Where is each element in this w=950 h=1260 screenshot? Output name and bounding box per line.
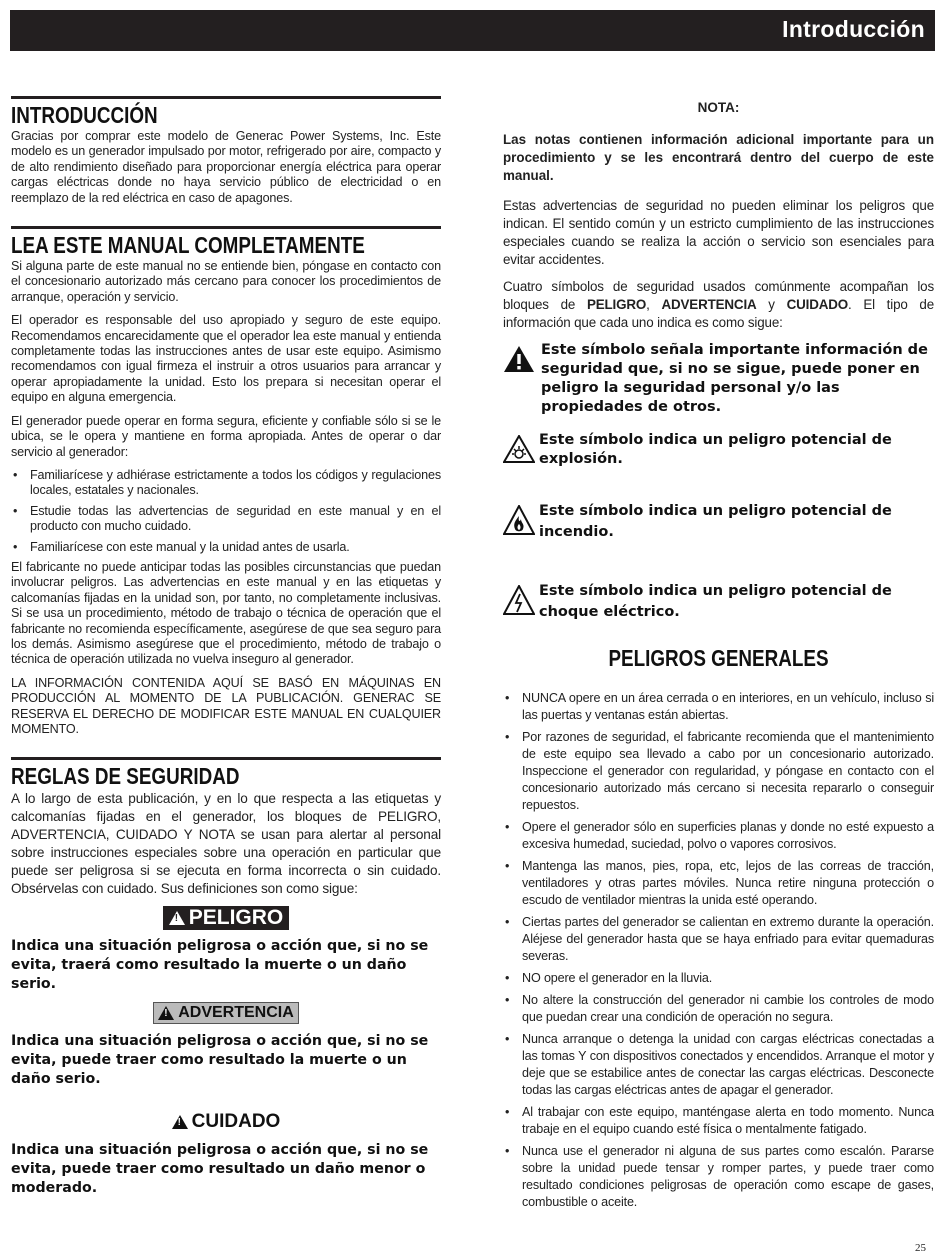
header-bar [10,10,935,51]
list-item: • Mantenga las manos, pies, ropa, etc, lejos de las correas de tracción, ventiladores y otras partes móviles. Nunca retire ninguna protección o escudo de ventilador mientras la unida esté operando. [505,859,934,907]
manual-paragraph: El fabricante no puede anticipar todas las posibles circunstancias que puedan involucrar peligros. Las advertencias en este manual y en las etiquetas y calcomanías fijadas en la unidad son, por tanto, no completamente inclusivas. Si se usa un procedimiento, método de trabajo o técnica de operación que el fabricante no recomienda específicamente, asegúrese de que sea seguro para los demás. Asimismo asegúrese que el procedimiento, método de trabajo o técnica de operación utilizada no vuelva inseguro al generador. [11,559,441,667]
symbol-row [503,431,934,469]
nota-title: NOTA: [697,100,740,115]
manual-bullet-list [11,468,441,555]
symbol-description: Este símbolo señala importante información de seguridad que, si no se sigue, puede poner en peligro la seguridad personal y/o las propiedades de otros. [541,342,928,415]
section-rule [11,226,441,229]
manual-heading: LEA ESTE MANUAL COMPLETAMENTE [11,232,365,259]
nota-text: Las notas contienen información adicional importante para un procedimiento y se les encontrará dentro del cuerpo de este manual. [503,132,934,183]
reglas-heading: REGLAS DE SEGURIDAD [11,763,240,790]
warning-triangle-icon: ! [172,1115,188,1129]
symbol-row [503,501,934,543]
bullet-icon: • [505,1105,510,1119]
list-item: • Ciertas partes del generador se calientan en extremo durante la operación. Aléjese del generador hasta que se haya enfriado para evitar quemaduras severas. [505,915,934,963]
intro-heading: INTRODUCCIÓN [11,102,158,128]
list-item: • NO opere el generador en la lluvia. [505,971,713,985]
list-item: • Familiarícese y adhiérase estrictamente a todos los códigos y regulaciones locales, estatales y nacionales. [13,467,441,498]
section-rule [11,757,441,760]
symbol-row [503,581,934,623]
list-item: • Estudie todas las advertencias de seguridad en este manual y en el producto con mucho cuidado. [13,503,441,534]
intro-text: Gracias por comprar este modelo de Generac Power Systems, Inc. Este modelo es un generador impulsado por motor, refrigerado por aire, compacto y de alto rendimiento diseñado para proporcionar energía eléctrica para operar cargas eléctricas donde no haya servicio público de electricidad o en reemplazo de la red eléctrica en caso de apagones. [11,129,441,205]
list-item: • Por razones de seguridad, el fabricante recomienda que el mantenimiento de este equipo sea llevado a cabo por un concesionario autorizado. Inspeccione el generador con regularidad, y póngase en contacto con el concesionario autorizado más cercano si necesita repararlo o conseguir repuestos. [505,730,934,812]
left-column [11,96,441,1206]
symbol-row [503,341,934,417]
symbol-description: Este símbolo indica un peligro potencial de incendio. [539,503,892,540]
right-paragraph: Cuatro símbolos de seguridad usados comúnmente acompañan los bloques de PELIGRO, ADVERTENCIA y CUIDADO. El tipo de información que cada uno indica es como sigue: [503,279,934,330]
list-item: • NUNCA opere en un área cerrada o en interiores, en un vehículo, incluso si las puertas y ventanas están abiertas. [505,691,934,722]
bullet-icon: • [505,859,510,873]
bullet-icon: • [505,971,510,985]
manual-paragraph: El generador puede operar en forma segura, eficiente y confiable sólo si se le ubica, se le opera y mantiene en forma apropiada. Antes de operar o dar servicio al generador: [11,413,441,459]
bullet-icon: • [13,539,18,554]
symbol-description: Este símbolo indica un peligro potencial de explosión. [539,432,892,467]
bullet-icon: • [13,467,18,482]
warning-triangle-icon: ! [158,1006,174,1020]
explosion-icon [503,435,535,463]
list-item: • Nunca use el generador ni alguna de sus partes como escalón. Pararse sobre la unidad puede tensar y romper partes, y puede traer como resultado condiciones peligrosas de operación como escape de gases, combustible o aceite. [505,1144,934,1209]
manual-paragraph: El operador es responsable del uso apropiado y seguro de este equipo. Recomendamos encarecidamente que el operador lea este manual y entienda completamente todas las instrucciones antes de usar este equipo. Asimismo recomendamos con igual firmeza el instruir a otros usuarios para arrancar y operar apropiadamente la unidad. Esto los prepara si necesitan operar el equipo en alguna emergencia. [11,313,441,405]
list-item: • Nunca arranque o detenga la unidad con cargas eléctricas conectadas a las tomas Y con dispositivos conectados y encendidos. Arranque el motor y deje que se estabilice antes de conectar las cargas eléctricas. Desconecte todas las cargas eléctricas antes de apagar el generador. [505,1032,934,1097]
bullet-icon: • [505,915,510,929]
bullet-icon: • [505,993,510,1007]
page-title: Introducción [782,16,925,42]
reglas-text: A lo largo de esta publicación, y en lo que respecta a las etiquetas y calcomanías fijadas en el generador, los bloques de PELIGRO, ADVERTENCIA, CUIDADO Y NOTA se usan para alertar al personal sobre instrucciones especiales sobre una operación en particular que puede ser peligrosa si se ejecuta en forma incorrecta o sin cuidado. Obsérvelas con cuidado. Sus definiciones son como sigue: [11,791,441,897]
warning-triangle-icon: ! [169,911,185,925]
exclamation-triangle-icon [503,345,535,373]
right-paragraph: Estas advertencias de seguridad no pueden eliminar los peligros que indican. El sentido común y un estricto cumplimiento de las instrucciones especiales cuando se realiza la acción o servicio son esenciales para evitar accidentes. [503,198,934,267]
right-column [503,100,934,1216]
manual-paragraph: Si alguna parte de este manual no se entiende bien, póngase en contacto con el concesionario autorizado más cercano para conocer los procedimientos de arranque, operación y servicio. [11,259,441,304]
bullet-icon: • [505,1144,510,1158]
fire-icon [503,505,535,535]
section-rule [11,96,441,99]
list-item: • Opere el generador sólo en superficies planas y donde no esté expuesto a excesiva humedad, suciedad, polvo o vapores corrosivos. [505,820,934,851]
peligros-heading: PELIGROS GENERALES [608,645,829,671]
advertencia-description: Indica una situación peligrosa o acción que, si no se evita, puede traer como resultado la muerte o un daño serio. [11,1033,429,1088]
bullet-icon: • [505,730,510,744]
cuidado-label: ! CUIDADO [172,1111,281,1133]
bullet-icon: • [505,820,510,834]
page-number: 25 [915,1242,926,1254]
cuidado-description: Indica una situación peligrosa o acción que, si no se evita, puede traer como resultado un daño menor o moderado. [11,1142,429,1197]
list-item: • No altere la construcción del generador ni cambie los controles de modo que puedan crear una condición de operación no segura. [505,993,934,1024]
peligro-label: ! PELIGRO [163,906,290,930]
list-item: • Familiarícese con este manual y la unidad antes de usarla. [13,539,350,554]
peligros-bullet-list [503,690,934,1211]
bullet-icon: • [505,1032,510,1046]
peligro-description: Indica una situación peligrosa o acción que, si no se evita, traerá como resultado la muerte o un daño serio. [11,938,429,993]
manual-disclaimer: LA INFORMACIÓN CONTENIDA AQUÍ SE BASÓ EN MÁQUINAS EN PRODUCCIÓN AL MOMENTO DE LA PUBLICACIÓN. GENERAC SE RESERVA EL DERECHO DE MODIFICAR ESTE MANUAL EN CUALQUIER MOMENTO. [11,675,441,736]
list-item: • Al trabajar con este equipo, manténgase alerta en todo momento. Nunca trabaje en el equipo cuando esté física o mentalmente fatigado. [505,1105,934,1136]
electric-shock-icon [503,585,535,615]
advertencia-label: ! ADVERTENCIA [153,1002,299,1024]
bullet-icon: • [505,691,510,705]
symbol-description: Este símbolo indica un peligro potencial de choque eléctrico. [539,583,892,620]
bullet-icon: • [13,503,18,518]
